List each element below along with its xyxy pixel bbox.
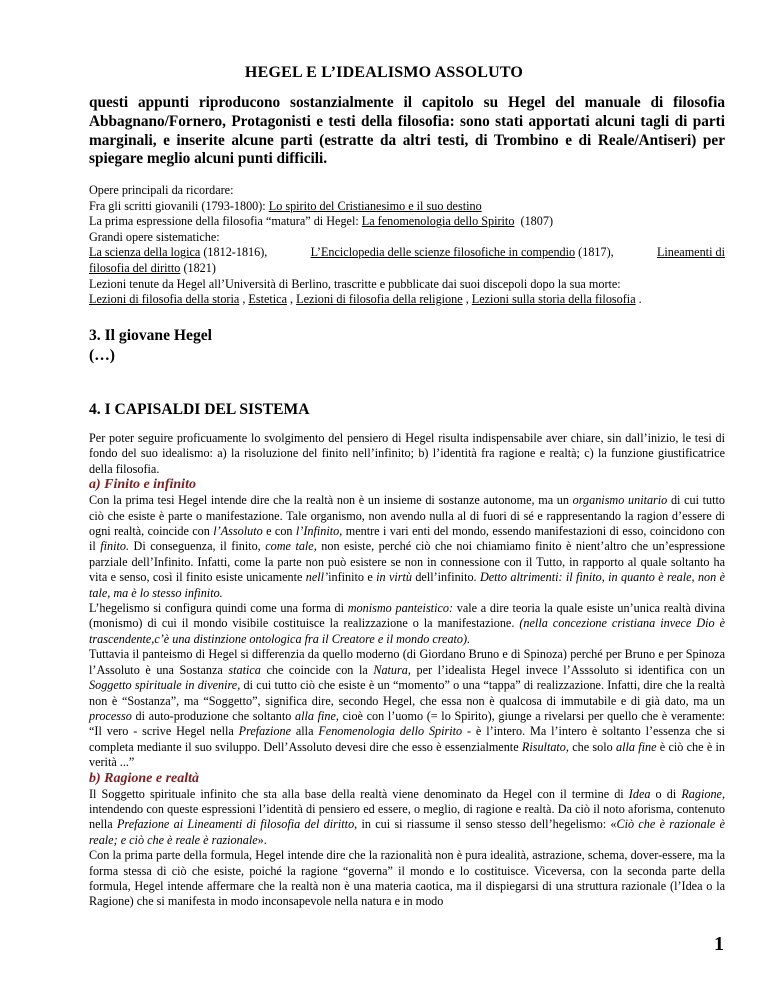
work-year: (1817),	[578, 245, 614, 260]
works-matura-label: La prima espressione della filosofia “matura” di Hegel:	[89, 214, 359, 229]
work-title: filosofia del diritto	[89, 260, 181, 275]
works-sistematiche-label: Grandi opere sistematiche:	[89, 229, 220, 244]
work-title: Lezioni di filosofia della storia	[89, 292, 240, 307]
paragraph: Il Soggetto spirituale infinito che sta alla base della realtà viene denominato da Hegel con il termine di Idea o di Ragione, intendendo con queste espressioni l’identità di pensiero ed essere, o meglio, di ragione e realtà. Da ciò il noto aforisma, contenuto nella Prefazione ai Lineamenti di filosofia del diritto, in cui si riassume il senso stesso dell’hegelismo: «Ciò che è razionale è reale; e ciò che è reale è razionale».	[89, 786, 726, 847]
works-list	[89, 183, 725, 308]
section-4-heading: 4. I CAPISALDI DEL SISTEMA	[89, 401, 310, 418]
work-title: Lezioni di filosofia della religione	[296, 292, 463, 307]
work-title: La scienza della logica	[89, 245, 201, 260]
works-lineamenti	[89, 261, 725, 277]
page-number: 1	[714, 933, 724, 955]
paragraph: Con la prima parte della formula, Hegel intende dire che la razionalità non è pura idealità, astrazione, schema, dover-essere, ma la forma stessa di ciò che esiste, poiché la ragione “governa” il mondo e lo costituisce. Viceversa, con la seconda parte della formula, Hegel intende affermare che la realtà non è una materia caotica, ma il dispiegarsi di una struttura razionale (l’Idea o la Ragione) che si manifesta in modo inconsapevole nella natura e in modo	[89, 848, 725, 909]
work-year: (1807)	[520, 214, 554, 229]
work-year: (1821)	[183, 260, 216, 275]
work-year: (1812-1816),	[203, 245, 268, 260]
work-title: La fenomenologia dello Spirito	[361, 214, 515, 229]
work-title: Lo spirito del Cristianesimo e il suo destino	[268, 198, 482, 213]
paragraph: L’hegelismo si configura quindi come una forma di monismo panteistico: vale a dire teoria la quale esiste un’unica realtà divina (monismo) di cui il mondo visibile costituisce la realizzazione o la manifestazione. (nella concezione cristiana invece Dio è trascendente,c’è una distinzione ontologica fra il Creatore e il mondo creato).	[89, 601, 726, 646]
paragraph: Tuttavia il panteismo di Hegel si differenzia da quello moderno (di Giordano Bruno e di Spinoza) perché per Bruno e per Spinoza l’Assoluto è una Sostanza statica che coincide con la Natura, per l’idealista Hegel invece l’Asssoluto si identifica con un Soggetto spirituale in divenire, di cui tutto ciò che esiste è un “momento” o una “tappa” di realizzazione. Infatti, dire che la realtà non è “Sostanza”, ma “Soggetto”, significa dire, secondo Hegel, che essa non è qualcosa di immutabile e di già dato, ma un processo di auto-produzione che soltanto alla fine, cioè con l’uomo (= lo Spirito), giunge a rivelarsi per quello che è veramente: “Il vero - scrive Hegel nella Prefazione alla Fenomenologia dello Spirito - è l’intero. Ma l’intero è soltanto l’essenza che si completa mediante il suo sviluppo. Dell’Assoluto devesi dire che esso è essenzialmente Risultato, che solo alla fine è ciò che è in verità ...”	[89, 647, 725, 770]
intro-paragraph: questi appunti riproducono sostanzialmente il capitolo su Hegel del manuale di filosofia Abbagnano/Fornero, Protagonisti e testi della filosofia: sono stati apportati alcuni tagli di parti marginali, e inserite alcune parti (estratte da altri testi, di Trombino e di Reale/Antiseri) per spiegare meglio alcuni punti difficili.	[89, 94, 725, 168]
works-giovanili-label: Fra gli scritti giovanili (1793-1800):	[89, 198, 266, 213]
section-4-body	[89, 431, 725, 910]
works-matura	[89, 214, 725, 230]
works-lezioni: Lezioni di filosofia della storia , Estetica , Lezioni di filosofia della religione , Lezioni sulla storia della filosofia .	[89, 292, 642, 307]
work-title: Lezioni sulla storia della filosofia	[471, 292, 636, 307]
works-sistematiche	[89, 245, 725, 261]
works-lezioni-label: Lezioni tenute da Hegel all’Università di Berlino, trascritte e pubblicate dai suoi discepoli dopo la sua morte:	[89, 276, 621, 291]
paragraph: Per poter seguire proficuamente lo svolgimento del pensiero di Hegel risulta indispensabile aver chiare, sin dall’inizio, le tesi di fondo del suo idealismo: a) la risoluzione del finito nell’infinito; b) l’identità fra ragione e realtà; c) la funzione giustificatrice della filosofia.	[89, 431, 725, 476]
section-3-heading: 3. Il giovane Hegel (…)	[89, 327, 213, 364]
subheading-b: b) Ragione e realtà	[89, 770, 200, 786]
work-title: L’Enciclopedia delle scienze filosofiche in compendio	[310, 245, 576, 260]
work-title: Estetica	[248, 292, 287, 307]
subheading-a: a) Finito e infinito	[89, 477, 196, 493]
section-3-ellipsis: (…)	[89, 347, 115, 364]
paragraph: Con la prima tesi Hegel intende dire che la realtà non è un insieme di sostanze autonome, ma un organismo unitario di cui tutto ciò che esiste è parte o manifestazione. Tale organismo, non avendo nulla al di fuori di sé e rappresentando la ragion d’essere di ogni realtà, coincide con l’Assoluto e con l’Infinito, mentre i vari enti del mondo, essendo manifestazioni di esso, coincidono con il finito. Di conseguenza, il finito, come tale, non esiste, perché ciò che noi chiamiamo finito è nient’altro che un’espressione parziale dell’Infinito. Infatti, come la parte non può esistere se non in connessione con il Tutto, in rapporto al quale soltanto ha vita e senso, così il finito esiste unicamente nell’infinito e in virtù dell’infinito. Detto altrimenti: il finito, in quanto è reale, non è tale, ma è lo stesso infinito.	[89, 493, 726, 600]
works-giovanili	[89, 199, 725, 215]
work-title: Lineamenti di	[656, 245, 725, 260]
document-title: HEGEL E L’IDEALISMO ASSOLUTO	[244, 64, 524, 81]
works-heading: Opere principali da ricordare:	[89, 183, 234, 197]
